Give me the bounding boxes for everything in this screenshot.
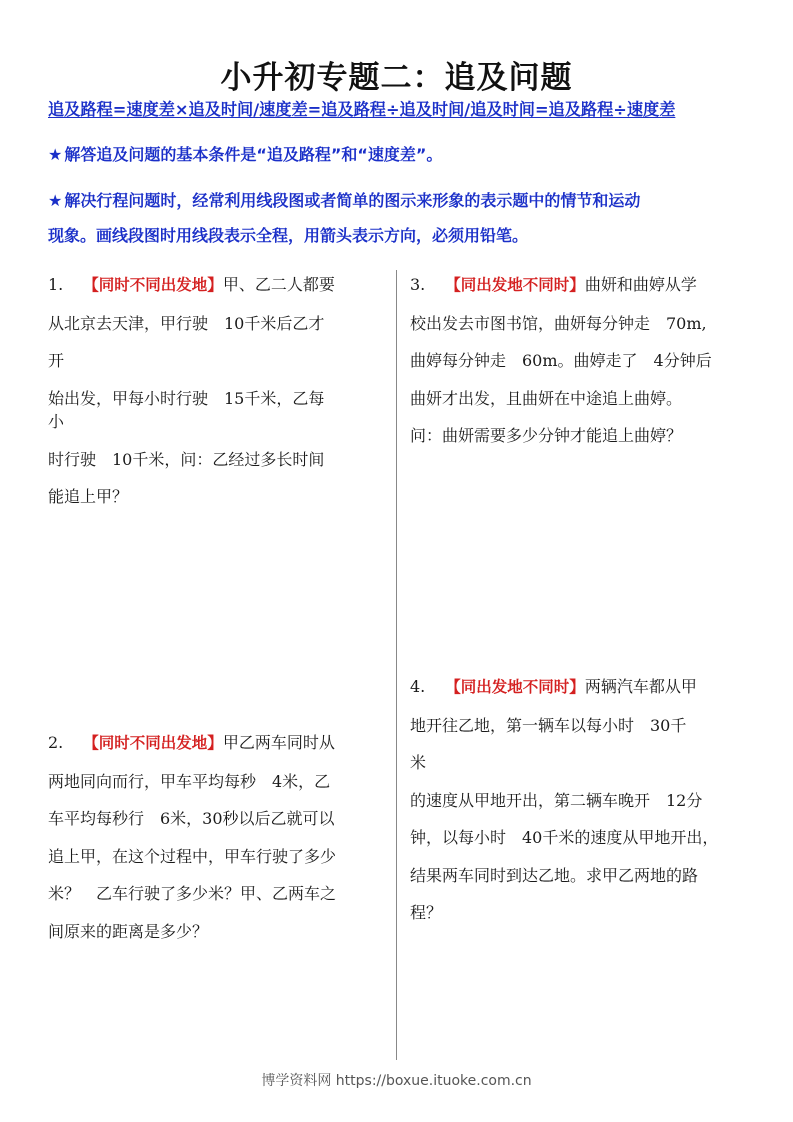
problem-text: 从北京去天津，甲行驶 10千米后乙才 [48,313,325,333]
footer-watermark: 博学资料网 https://boxue.ituoke.com.cn [261,1073,532,1089]
problem-4 [410,668,718,932]
problem-text: 结果两车同时到达乙地。求甲乙两地的路 [410,865,699,885]
problem-text: 地开往乙地，第一辆车以每小时 30千 [410,715,687,735]
star-icon: ★ [48,145,63,164]
problem-text: 两辆汽车都从甲 [584,677,697,696]
problem-text: 始出发，甲每小时行驶 15千米，乙每 [48,388,325,408]
problem-tag: 【同时不同出发地】 [83,276,223,294]
problem-text: 校出发去市图书馆，曲妍每分钟走 70m, [410,313,707,333]
problem-3 [410,266,712,455]
page-title: 小升初专题二：追及问题 [220,60,573,96]
note-text: 解答追及问题的基本条件是“追及路程”和“速度差”。 [64,145,443,164]
problem-text: 小 [48,412,65,431]
star-icon: ★ [48,191,63,210]
problem-text: 的速度从甲地开出，第二辆车晚开 12分 [410,790,703,810]
problem-text: 甲乙两车同时从 [222,733,335,752]
problem-text: 时行驶 10千米，问：乙经过多长时间 [48,449,325,469]
problem-text: 开 [48,351,65,370]
note-basic-condition [48,137,748,172]
problem-number: 4. [410,677,426,696]
problem-text: 米 [410,753,427,772]
problem-text: 两地同向而行，甲车平均每秒 4米，乙 [48,771,331,791]
problem-text: 甲、乙二人都要 [222,275,335,294]
problem-number: 3. [410,275,426,294]
note-text: 解决行程问题时，经常利用线段图或者简单的图示来形象的表示题中的情节和运动 [64,191,641,210]
problem-text: 车平均每秒行 6米，30秒以后乙就可以 [48,809,335,828]
formula-line: 追及路程=速度差×追及时间/速度差=追及路程÷追及时间/追及时间=追及路程÷速度差 [48,100,676,119]
problem-text: 钟，以每小时 40千米的速度从甲地开出， [410,828,719,847]
problem-text: 曲妍和曲婷从学 [584,275,697,294]
problem-text: 米？ 乙车行驶了多少米？甲、乙两车之 [48,884,337,903]
note-text: 现象。画线段图时用线段表示全程，用箭头表示方向，必须用铅笔。 [48,226,529,245]
problem-number: 2. [48,733,64,752]
problem-tag: 【同出发地不同时】 [445,678,585,696]
problem-text: 曲婷每分钟走 60m。曲婷走了 4分钟后 [410,351,712,370]
note-line-diagram [48,183,748,253]
problem-1 [48,266,335,516]
problem-2 [48,724,336,950]
column-divider [396,270,397,1060]
problem-text: 间原来的距离是多少？ [48,921,209,941]
problem-text: 曲妍才出发，且曲妍在中途追上曲婷。 [410,388,683,408]
problem-text: 能追上甲？ [48,487,129,506]
problem-tag: 【同时不同出发地】 [83,734,223,752]
problem-text: 问：曲妍需要多少分钟才能追上曲婷？ [410,426,683,445]
problem-number: 1. [48,275,64,294]
problem-text: 追上甲，在这个过程中，甲车行驶了多少 [48,846,337,866]
problem-tag: 【同出发地不同时】 [445,276,585,294]
problem-text: 程？ [410,903,443,922]
